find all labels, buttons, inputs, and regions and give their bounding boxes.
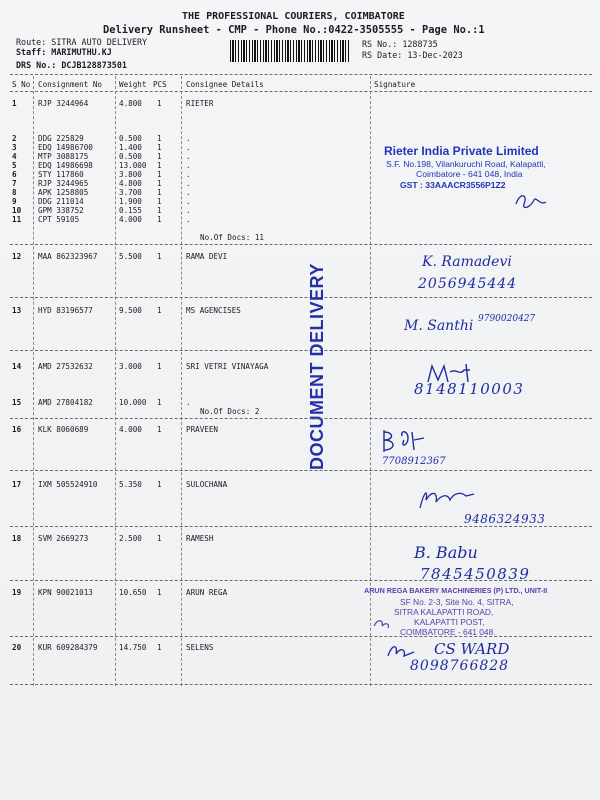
- runsheet-title: Delivery Runsheet - CMP - Phone No.:0422-3505555 - Page No.:1: [103, 24, 485, 36]
- route-label: Route: SITRA AUTO DELIVERY: [16, 37, 148, 47]
- handwritten-name: K. Ramadevi: [422, 254, 512, 270]
- row-sno: 17: [12, 480, 22, 489]
- signature-mark: [378, 426, 438, 456]
- handwritten-phone: 7845450839: [420, 565, 531, 583]
- company-stamp-line: KALAPATTI POST,: [414, 617, 485, 627]
- row-weight: 1.400: [119, 143, 142, 152]
- row-weight: 0.500: [119, 134, 142, 143]
- row-consignment: GPM 338752: [38, 206, 84, 215]
- row-consignment: RJP 3244965: [38, 179, 89, 188]
- row-pcs: 1: [157, 152, 162, 161]
- row-pcs: 1: [157, 143, 162, 152]
- row-sno: 1: [12, 99, 17, 108]
- row-consignment: KLK 8060689: [38, 425, 89, 434]
- handwritten-name: B. Babu: [414, 543, 478, 562]
- row-pcs: 1: [157, 252, 162, 261]
- row-sno: 8: [12, 188, 17, 197]
- signature-mark: [372, 616, 392, 632]
- row-pcs: 1: [157, 534, 162, 543]
- row-weight: 5.350: [119, 480, 142, 489]
- row-consignment: AMD 27532632: [38, 362, 93, 371]
- row-consignee: SELENS: [186, 643, 214, 652]
- row-consignment: RJP 3244964: [38, 99, 89, 108]
- row-sno: 4: [12, 152, 17, 161]
- row-weight: 4.000: [119, 425, 142, 434]
- row-pcs: 1: [157, 215, 162, 224]
- row-pcs: 1: [157, 99, 162, 108]
- handwritten-phone: 8098766828: [410, 658, 510, 674]
- row-consignment: MAA 862323967: [38, 252, 98, 261]
- row-consignee: .: [186, 398, 191, 407]
- handwritten-phone: 9486324933: [464, 512, 546, 526]
- divider: [10, 684, 592, 685]
- rs-date: RS Date: 13-Dec-2023: [362, 50, 463, 60]
- row-consignee: ARUN REGA: [186, 588, 228, 597]
- row-consignment: HYD 83196577: [38, 306, 93, 315]
- row-consignee: .: [186, 206, 191, 215]
- divider: [10, 418, 592, 419]
- row-consignee: .: [186, 188, 191, 197]
- row-sno: 13: [12, 306, 22, 315]
- row-sno: 11: [12, 215, 22, 224]
- divider: [10, 244, 592, 245]
- row-weight: 3.000: [119, 362, 142, 371]
- handwritten-name: M. Santhi: [404, 318, 474, 334]
- row-sno: 16: [12, 425, 22, 434]
- row-pcs: 1: [157, 161, 162, 170]
- col-signature: Signature: [374, 80, 416, 89]
- row-weight: 3.700: [119, 188, 142, 197]
- row-consignee: MS AGENCISES: [186, 306, 241, 315]
- row-consignee: RAMA DEVI: [186, 252, 228, 261]
- divider: [10, 91, 592, 92]
- row-weight: 3.800: [119, 170, 142, 179]
- row-sno: 2: [12, 134, 17, 143]
- row-sno: 14: [12, 362, 22, 371]
- row-sno: 10: [12, 206, 22, 215]
- row-consignment: IXM 505524910: [38, 480, 98, 489]
- row-weight: 10.650: [119, 588, 147, 597]
- row-consignment: APK 1258805: [38, 188, 89, 197]
- row-consignment: EDQ 14986698: [38, 161, 93, 170]
- row-consignee: .: [186, 197, 191, 206]
- row-sno: 18: [12, 534, 22, 543]
- row-pcs: 1: [157, 179, 162, 188]
- row-consignee: PRAVEEN: [186, 425, 219, 434]
- row-pcs: 1: [157, 306, 162, 315]
- row-sno: 7: [12, 179, 17, 188]
- row-weight: 9.500: [119, 306, 142, 315]
- row-consignment: STY 117860: [38, 170, 84, 179]
- col-consignment: Consignment No: [38, 80, 103, 89]
- row-consignment: AMD 27804182: [38, 398, 93, 407]
- divider: [10, 636, 592, 637]
- row-pcs: 1: [157, 170, 162, 179]
- row-sno: 6: [12, 170, 17, 179]
- row-consignee: SULOCHANA: [186, 480, 228, 489]
- row-pcs: 1: [157, 643, 162, 652]
- row-weight: 0.155: [119, 206, 142, 215]
- row-weight: 1.900: [119, 197, 142, 206]
- col-pcs: PCS: [153, 80, 167, 89]
- row-consignee: .: [186, 161, 191, 170]
- row-consignee: .: [186, 134, 191, 143]
- row-weight: 4.800: [119, 179, 142, 188]
- handwritten-phone: 7708912367: [382, 456, 446, 467]
- rs-number: RS No.: 1288735: [362, 39, 438, 49]
- row-sno: 20: [12, 643, 22, 652]
- row-sno: 5: [12, 161, 17, 170]
- row-pcs: 1: [157, 134, 162, 143]
- row-weight: 10.000: [119, 398, 147, 407]
- row-pcs: 1: [157, 362, 162, 371]
- barcode: [230, 40, 350, 62]
- col-consignee: Consignee Details: [186, 80, 264, 89]
- row-weight: 0.500: [119, 152, 142, 161]
- row-weight: 14.750: [119, 643, 147, 652]
- docs-count: No.Of Docs: 11: [200, 233, 265, 242]
- company-stamp-line: Rieter India Private Limited: [384, 144, 539, 158]
- row-sno: 15: [12, 398, 22, 407]
- divider: [10, 74, 592, 75]
- row-weight: 13.000: [119, 161, 147, 170]
- handwritten-phone: 2056945444: [418, 276, 518, 292]
- column-separator: [115, 76, 116, 686]
- handwritten-phone: 9790020427: [478, 314, 536, 324]
- company-stamp-line: Coimbatore - 641 048, India: [416, 169, 523, 179]
- company-stamp-line: COIMBATORE - 641 048.: [400, 627, 496, 637]
- divider: [10, 350, 592, 351]
- row-consignment: SVM 2669273: [38, 534, 89, 543]
- row-pcs: 1: [157, 188, 162, 197]
- row-consignment: DDG 225829: [38, 134, 84, 143]
- divider: [10, 297, 592, 298]
- col-sno: S No: [12, 80, 31, 89]
- divider: [10, 580, 592, 581]
- company-stamp-line: GST : 33AAACR3556P1Z2: [400, 180, 506, 190]
- signature-mark: [512, 190, 552, 212]
- signature-mark: [414, 484, 484, 514]
- docs-count: No.Of Docs: 2: [200, 407, 260, 416]
- row-consignment: DDG 211014: [38, 197, 84, 206]
- handwritten-name: CS WARD: [434, 640, 510, 658]
- row-weight: 4.000: [119, 215, 142, 224]
- row-sno: 19: [12, 588, 22, 597]
- row-sno: 9: [12, 197, 17, 206]
- handwritten-phone: 8148110003: [414, 380, 525, 398]
- row-consignee: .: [186, 143, 191, 152]
- document-delivery-stamp: DOCUMENT DELIVERY: [307, 263, 327, 470]
- company-title: THE PROFESSIONAL COURIERS, COIMBATORE: [182, 11, 405, 22]
- row-consignee: RIETER: [186, 99, 214, 108]
- row-consignment: KPN 90021013: [38, 588, 93, 597]
- row-consignment: EDQ 14986700: [38, 143, 93, 152]
- row-consignment: KUR 609284379: [38, 643, 98, 652]
- row-consignee: .: [186, 152, 191, 161]
- row-consignment: MTP 3088175: [38, 152, 89, 161]
- row-pcs: 1: [157, 197, 162, 206]
- company-stamp-line: S.F. No.198, Vilankuruchi Road, Kalapatti,: [386, 159, 546, 169]
- row-pcs: 1: [157, 398, 162, 407]
- staff-label: Staff: MARIMUTHU.KJ: [16, 47, 112, 57]
- column-separator: [181, 76, 182, 686]
- row-consignee: .: [186, 179, 191, 188]
- column-separator: [33, 76, 34, 686]
- divider: [10, 526, 592, 527]
- company-stamp-line: ARUN REGA BAKERY MACHINERIES (P) LTD., UNIT-II: [364, 586, 548, 595]
- row-pcs: 1: [157, 480, 162, 489]
- row-pcs: 1: [157, 425, 162, 434]
- row-sno: 12: [12, 252, 22, 261]
- company-stamp-line: SITRA KALAPATTI ROAD,: [394, 607, 494, 617]
- row-pcs: 1: [157, 588, 162, 597]
- company-stamp-line: SF No. 2-3, Site No. 4, SITRA,: [400, 597, 514, 607]
- col-weight: Weight: [119, 80, 147, 89]
- row-consignee: .: [186, 215, 191, 224]
- drs-number: DRS No.: DCJB128873501: [16, 60, 127, 70]
- row-consignee: SRI VETRI VINAYAGA: [186, 362, 269, 371]
- row-weight: 5.500: [119, 252, 142, 261]
- row-weight: 4.800: [119, 99, 142, 108]
- row-consignee: RAMESH: [186, 534, 214, 543]
- row-consignee: .: [186, 170, 191, 179]
- row-pcs: 1: [157, 206, 162, 215]
- row-sno: 3: [12, 143, 17, 152]
- row-consignment: CPT 59105: [38, 215, 80, 224]
- row-weight: 2.500: [119, 534, 142, 543]
- divider: [10, 470, 592, 471]
